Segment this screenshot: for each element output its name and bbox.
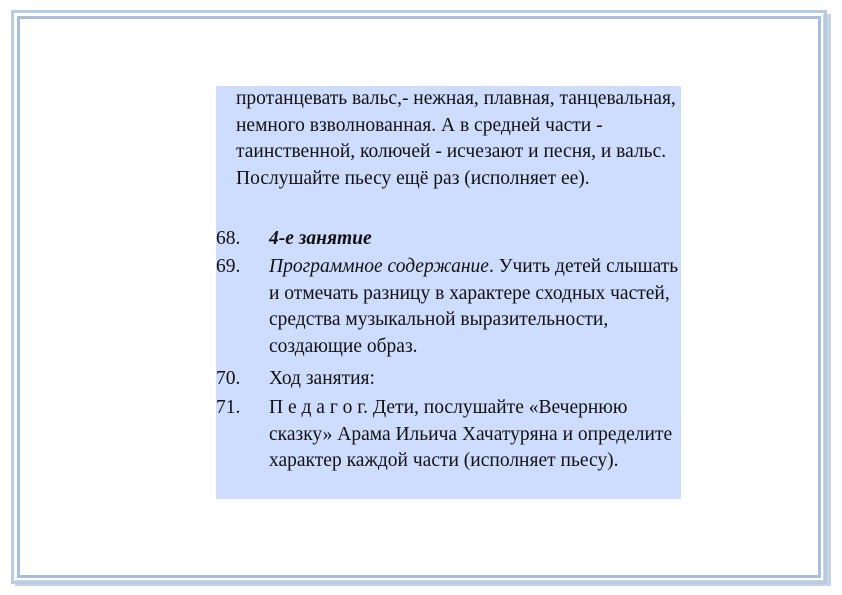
paragraph-text: протанцевать вальс,- нежная, плавная, танцевальная, немного взволнованная. А в средней части - таинственной, колючей - исчезают и песня, и вальс. Послушайте пьесу ещё раз (исполняет ее). bbox=[236, 88, 676, 189]
paragraph-number: 70. bbox=[216, 368, 241, 389]
paragraph-continuation bbox=[216, 86, 681, 192]
paragraph-text bbox=[236, 254, 681, 360]
lesson-heading: 4-е занятие bbox=[269, 228, 372, 249]
paragraph-text: П е д а г о г. Дети, послушайте «Вечернюю сказку» Арама Ильича Хачатуряна и определите характер каждой части (исполняет пьесу). bbox=[269, 397, 673, 471]
text-box bbox=[216, 86, 681, 499]
paragraph-71 bbox=[216, 395, 681, 475]
paragraph-number: 69. bbox=[216, 256, 241, 277]
paragraph-68 bbox=[216, 226, 681, 253]
paragraph-rest: . Учить детей слышать и отмечать разницу в характере сходных частей, средства музыкальной выразительности, создающие образ. bbox=[269, 256, 679, 357]
paragraph-number: 71. bbox=[216, 397, 241, 418]
paragraph-text: Ход занятия: bbox=[269, 368, 375, 389]
paragraph-70 bbox=[216, 366, 681, 393]
paragraph-number: 68. bbox=[216, 228, 241, 249]
italic-lead: Программное содержание bbox=[269, 256, 489, 277]
paragraph-69 bbox=[216, 254, 681, 360]
